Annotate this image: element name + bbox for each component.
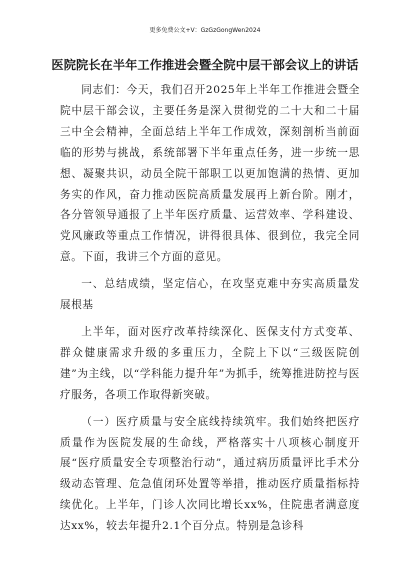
section-heading-one: 一、总结成绩，坚定信心，在攻坚克难中夯实高质量发展根基	[60, 278, 360, 312]
paragraph-medical-quality: （一）医疗质量与安全底线持续筑牢。我们始终把医疗质量作为医院发展的生命线，严格落实十八项核心制度开展“医疗质量安全专项整治行动”，通过病历质量评比手术分级动态管理、危急值闭环处置等举措，推动医疗质量指标持续优化。上半年，门诊人次同比增长xx%，住院患者满意度达xx%，较去年提升2.1个百分点。特别是急诊科	[60, 415, 360, 533]
paragraph-first-half-summary: 上半年，面对医疗改革持续深化、医保支付方式变革、群众健康需求升级的多重压力，全院上下以“三级医院创建”为主线，以“学科能力提升年”为抓手，统筹推进防控与医疗服务，各项工作取得新突破。	[60, 325, 360, 401]
document-body	[60, 80, 360, 537]
header-note: 更多免费公文+V：GzGzGongWen2024	[149, 27, 261, 34]
document-title: 医院院长在半年工作推进会暨全院中层干部会议上的讲话	[51, 58, 359, 72]
paragraph-opening: 同志们：今天，我们召开2025年上半年工作推进会暨全院中层干部会议，主要任务是深入贯彻党的二十大和二十届三中全会精神，全面总结上半年工作成效，深刻剖析当前面临的形势与挑战，系统部署下半年重点任务，进一步统一思想、凝聚共识，动员全院干部职工以更加饱满的热情、更加务实的作风，奋力推动医院高质量发展再上新台阶。刚才，各分管领导通报了上半年医疗质量、运营效率、学科建设、党风廉政等重点工作情况，讲得很具体、很到位，我完全同意。下面，我讲三个方面的意见。	[60, 84, 360, 264]
